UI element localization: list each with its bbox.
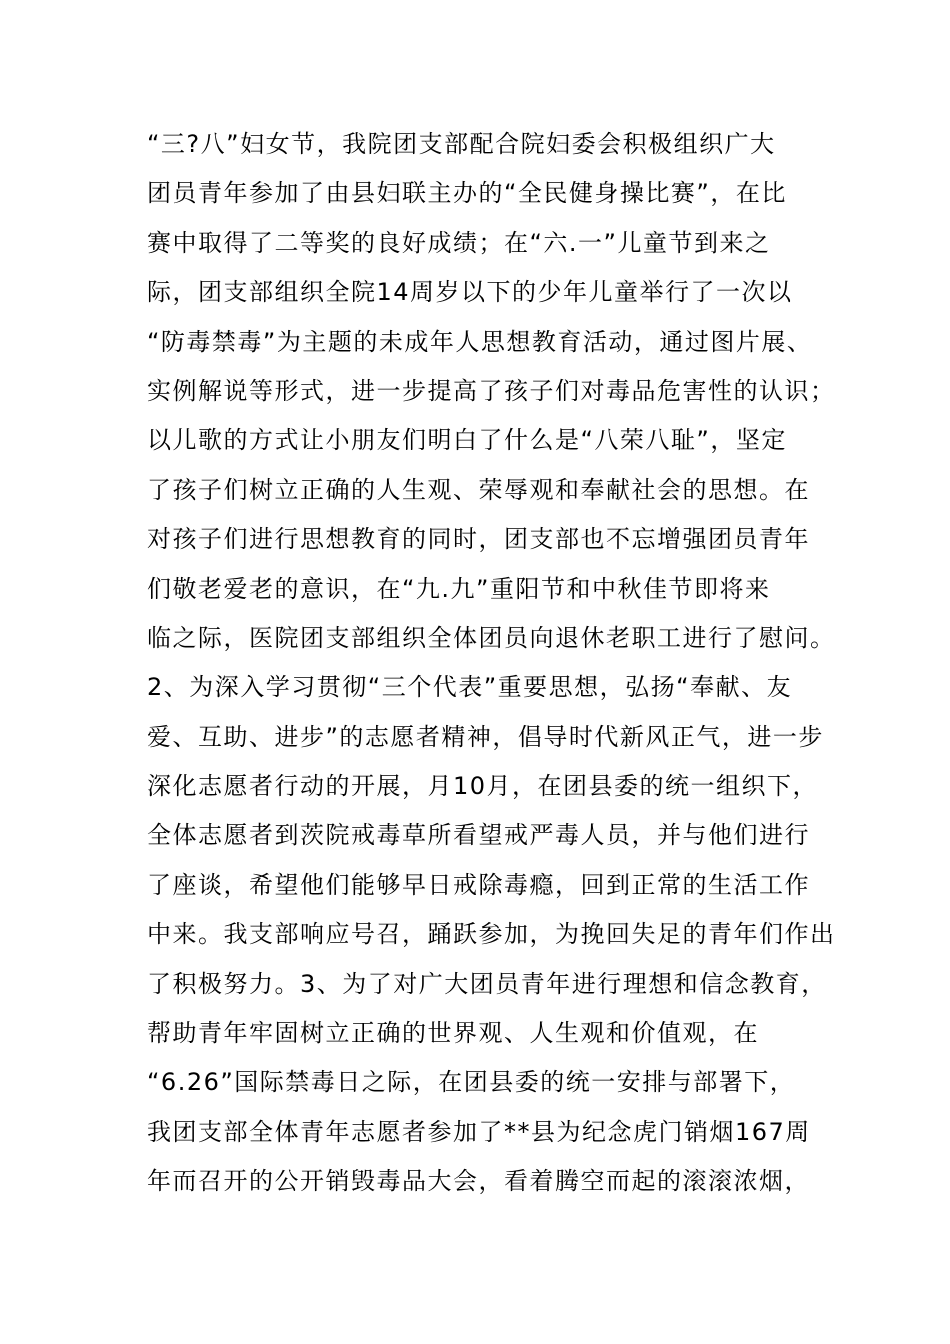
text-line-8: 了孩子们树立正确的人生观、荣辱观和奉献社会的思想。在 [147,475,810,504]
text-line-20: “6.26”国际禁毒日之际，在团县委的统一安排与部署下， [147,1068,796,1097]
text-line-11: 临之际，医院团支部组织全体团员向退休老职工进行了慰问。 [147,623,836,652]
text-line-21: 我团支部全体青年志愿者参加了**县为纪念虎门销烟167周 [147,1117,811,1146]
text-line-2: 团员青年参加了由县妇联主办的“全民健身操比赛”，在比 [147,179,787,208]
text-line-4: 际，团支部组织全院14周岁以下的少年儿童举行了一次以 [147,278,793,307]
text-line-14: 深化志愿者行动的开展，月10月，在团县委的统一组织下， [147,772,819,801]
text-line-9: 对孩子们进行思想教育的同时，团支部也不忘增强团员青年 [147,525,810,554]
text-line-15: 全体志愿者到茨院戒毒草所看望戒严毒人员，并与他们进行 [147,821,810,850]
text-line-5: “防毒禁毒”为主题的未成年人思想教育活动，通过图片展、 [147,327,813,356]
text-line-7: 以儿歌的方式让小朋友们明白了什么是“八荣八耻”，坚定 [147,426,787,455]
body-text [147,120,836,1207]
text-line-13: 爱、互助、进步”的志愿者精神，倡导时代新风正气，进一步 [147,722,824,751]
text-line-10: 们敬老爱老的意识，在“九.九”重阳节和中秋佳节即将来 [147,574,771,603]
text-line-18: 了积极努力。3、为了对广大团员青年进行理想和信念教育， [147,969,827,998]
text-line-1: “三?八”妇女节，我院团支部配合院妇委会积极组织广大 [147,130,776,158]
text-line-17: 中来。我支部响应号召，踊跃参加，为挽回失足的青年们作出 [147,920,836,949]
text-line-19: 帮助青年牢固树立正确的世界观、人生观和价值观，在 [147,1019,759,1048]
text-line-16: 了座谈，希望他们能够早日戒除毒瘾，回到正常的生活工作 [147,870,810,899]
text-line-22: 年而召开的公开销毁毒品大会，看着腾空而起的滚滚浓烟， [147,1167,810,1196]
text-line-3: 赛中取得了二等奖的良好成绩；在“六.一”儿童节到来之 [147,228,771,257]
text-line-12: 2、为深入学习贯彻“三个代表”重要思想，弘扬“奉献、友 [147,673,793,702]
text-line-6: 实例解说等形式，进一步提高了孩子们对毒品危害性的认识； [147,376,836,405]
